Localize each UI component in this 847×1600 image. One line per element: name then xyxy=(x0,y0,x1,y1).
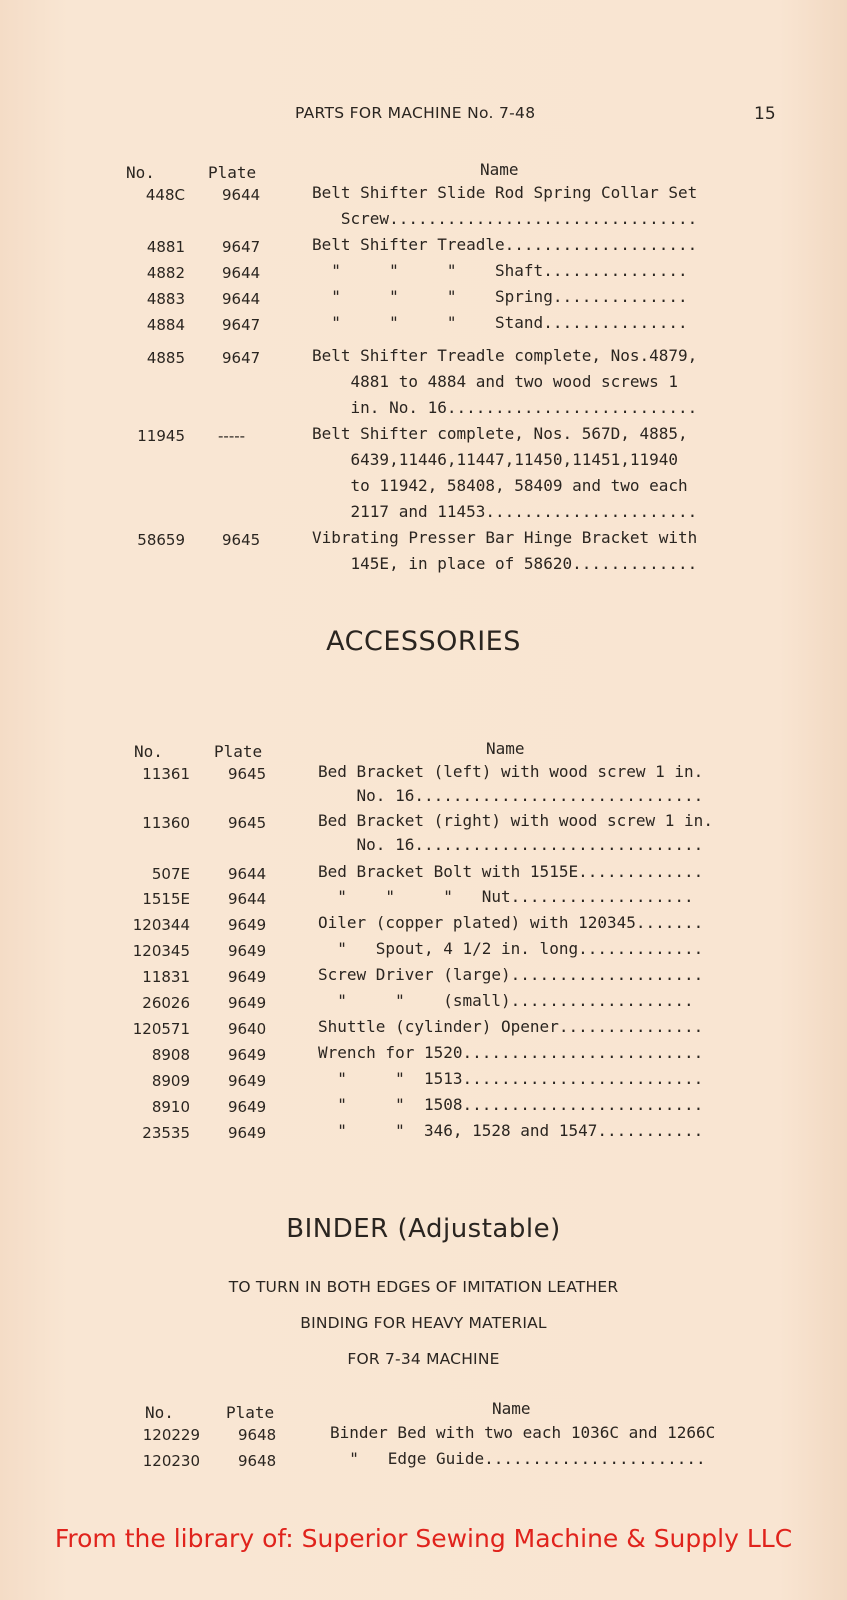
part-name-line: Bed Bracket (left) with wood screw 1 in. xyxy=(318,762,704,781)
part-number: 11945 xyxy=(137,427,185,445)
part-name-line: Belt Shifter complete, Nos. 567D, 4885, xyxy=(312,424,688,443)
plate-number: 9649 xyxy=(228,942,267,960)
plate-number: 9644 xyxy=(228,865,267,883)
part-number: 11831 xyxy=(142,968,190,986)
part-name-line: Screw Driver (large).................... xyxy=(318,965,704,984)
column-header-plate: Plate xyxy=(226,1403,275,1422)
part-name-line: 145E, in place of 58620............. xyxy=(312,554,698,573)
part-number: 120345 xyxy=(132,942,190,960)
plate-number: 9648 xyxy=(238,1452,277,1470)
part-number: 120344 xyxy=(132,916,190,934)
part-name-line: " " " Shaft............... xyxy=(312,261,688,280)
part-number: 4881 xyxy=(146,238,185,256)
plate-number: 9647 xyxy=(222,316,261,334)
plate-number: 9640 xyxy=(228,1020,267,1038)
plate-number: 9644 xyxy=(228,890,267,908)
plate-number: ----- xyxy=(218,427,246,445)
page-number: 15 xyxy=(754,104,776,124)
part-number: 1515E xyxy=(142,890,190,908)
table-row xyxy=(0,1121,847,1211)
part-name-line: " Edge Guide....................... xyxy=(330,1449,706,1468)
part-number: 120230 xyxy=(142,1452,200,1470)
part-name-line: Bed Bracket Bolt with 1515E............. xyxy=(318,862,704,881)
column-header-name: Name xyxy=(486,739,525,758)
part-name-line: 4881 to 4884 and two wood screws 1 xyxy=(312,372,679,391)
part-name-line: 6439,11446,11447,11450,11451,11940 xyxy=(312,450,679,469)
part-name-line: Screw................................ xyxy=(312,209,698,228)
plate-number: 9647 xyxy=(222,238,261,256)
column-header-plate: Plate xyxy=(208,163,257,182)
plate-number: 9644 xyxy=(222,290,261,308)
part-name-line: " " 1513......................... xyxy=(318,1069,704,1088)
part-number: 8908 xyxy=(151,1046,190,1064)
accessories-heading: ACCESSORIES xyxy=(326,626,521,657)
plate-number: 9645 xyxy=(228,765,267,783)
part-name-line: Bed Bracket (right) with wood screw 1 in. xyxy=(318,811,713,830)
part-number: 4882 xyxy=(146,264,185,282)
part-name-line: Wrench for 1520......................... xyxy=(318,1043,704,1062)
part-name-line: in. No. 16.......................... xyxy=(312,398,698,417)
part-number: 11360 xyxy=(142,814,190,832)
part-name-line: 2117 and 11453...................... xyxy=(312,502,698,521)
part-name-line: Belt Shifter Treadle complete, Nos.4879, xyxy=(312,346,698,365)
part-name-line: Vibrating Presser Bar Hinge Bracket with xyxy=(312,528,698,547)
part-name-line: Belt Shifter Treadle.................... xyxy=(312,235,698,254)
part-number: 26026 xyxy=(142,994,190,1012)
page-header xyxy=(0,104,847,128)
plate-number: 9645 xyxy=(222,531,261,549)
plate-number: 9644 xyxy=(222,186,261,204)
page-title: PARTS FOR MACHINE No. 7-48 xyxy=(295,104,536,122)
part-number: 8909 xyxy=(151,1072,190,1090)
binder-subtitle-line: BINDING FOR HEAVY MATERIAL xyxy=(300,1314,547,1332)
part-name-line: Shuttle (cylinder) Opener............... xyxy=(318,1017,704,1036)
column-header-plate: Plate xyxy=(214,742,263,761)
plate-number: 9649 xyxy=(228,1124,267,1142)
plate-number: 9645 xyxy=(228,814,267,832)
column-header-no: No. xyxy=(134,742,163,761)
part-name-line: No. 16.............................. xyxy=(318,786,704,805)
plate-number: 9649 xyxy=(228,916,267,934)
part-number: 4884 xyxy=(146,316,185,334)
part-number: 120571 xyxy=(132,1020,190,1038)
part-name-line: " " (small)................... xyxy=(318,991,694,1010)
part-number: 11361 xyxy=(142,765,190,783)
part-name-line: " Spout, 4 1/2 in. long............. xyxy=(318,939,704,958)
table-row xyxy=(0,528,847,636)
part-number: 4885 xyxy=(146,349,185,367)
binder-subtitle-line: FOR 7-34 MACHINE xyxy=(347,1350,500,1368)
column-header-no: No. xyxy=(145,1403,174,1422)
part-number: 8910 xyxy=(151,1098,190,1116)
binder-heading: BINDER (Adjustable) xyxy=(286,1214,561,1244)
column-header-name: Name xyxy=(492,1399,531,1418)
part-number: 4883 xyxy=(146,290,185,308)
library-footer: From the library of: Superior Sewing Machine & Supply LLC xyxy=(54,1524,793,1553)
part-name-line: to 11942, 58408, 58409 and two each xyxy=(312,476,688,495)
plate-number: 9644 xyxy=(222,264,261,282)
plate-number: 9649 xyxy=(228,1072,267,1090)
part-name-line: No. 16.............................. xyxy=(318,835,704,854)
plate-number: 9649 xyxy=(228,968,267,986)
plate-number: 9649 xyxy=(228,1098,267,1116)
part-name-line: " " " Nut................... xyxy=(318,887,694,906)
part-number: 58659 xyxy=(137,531,185,549)
plate-number: 9649 xyxy=(228,1046,267,1064)
part-number: 120229 xyxy=(142,1426,200,1444)
plate-number: 9648 xyxy=(238,1426,277,1444)
part-name-line: " " 346, 1528 and 1547........... xyxy=(318,1121,704,1140)
plate-number: 9649 xyxy=(228,994,267,1012)
part-name-line: Oiler (copper plated) with 120345....... xyxy=(318,913,704,932)
column-header-no: No. xyxy=(126,163,155,182)
binder-subtitle-line: TO TURN IN BOTH EDGES OF IMITATION LEATHER xyxy=(228,1278,619,1296)
part-name-line: Belt Shifter Slide Rod Spring Collar Set xyxy=(312,183,698,202)
part-name-line: " " " Spring.............. xyxy=(312,287,688,306)
plate-number: 9647 xyxy=(222,349,261,367)
column-header-name: Name xyxy=(480,160,519,179)
part-name-line: Binder Bed with two each 1036C and 1266C xyxy=(330,1423,716,1442)
part-name-line: " " 1508......................... xyxy=(318,1095,704,1114)
part-name-line: " " " Stand............... xyxy=(312,313,688,332)
part-number: 507E xyxy=(151,865,190,883)
part-number: 23535 xyxy=(142,1124,190,1142)
part-number: 448C xyxy=(145,186,185,204)
